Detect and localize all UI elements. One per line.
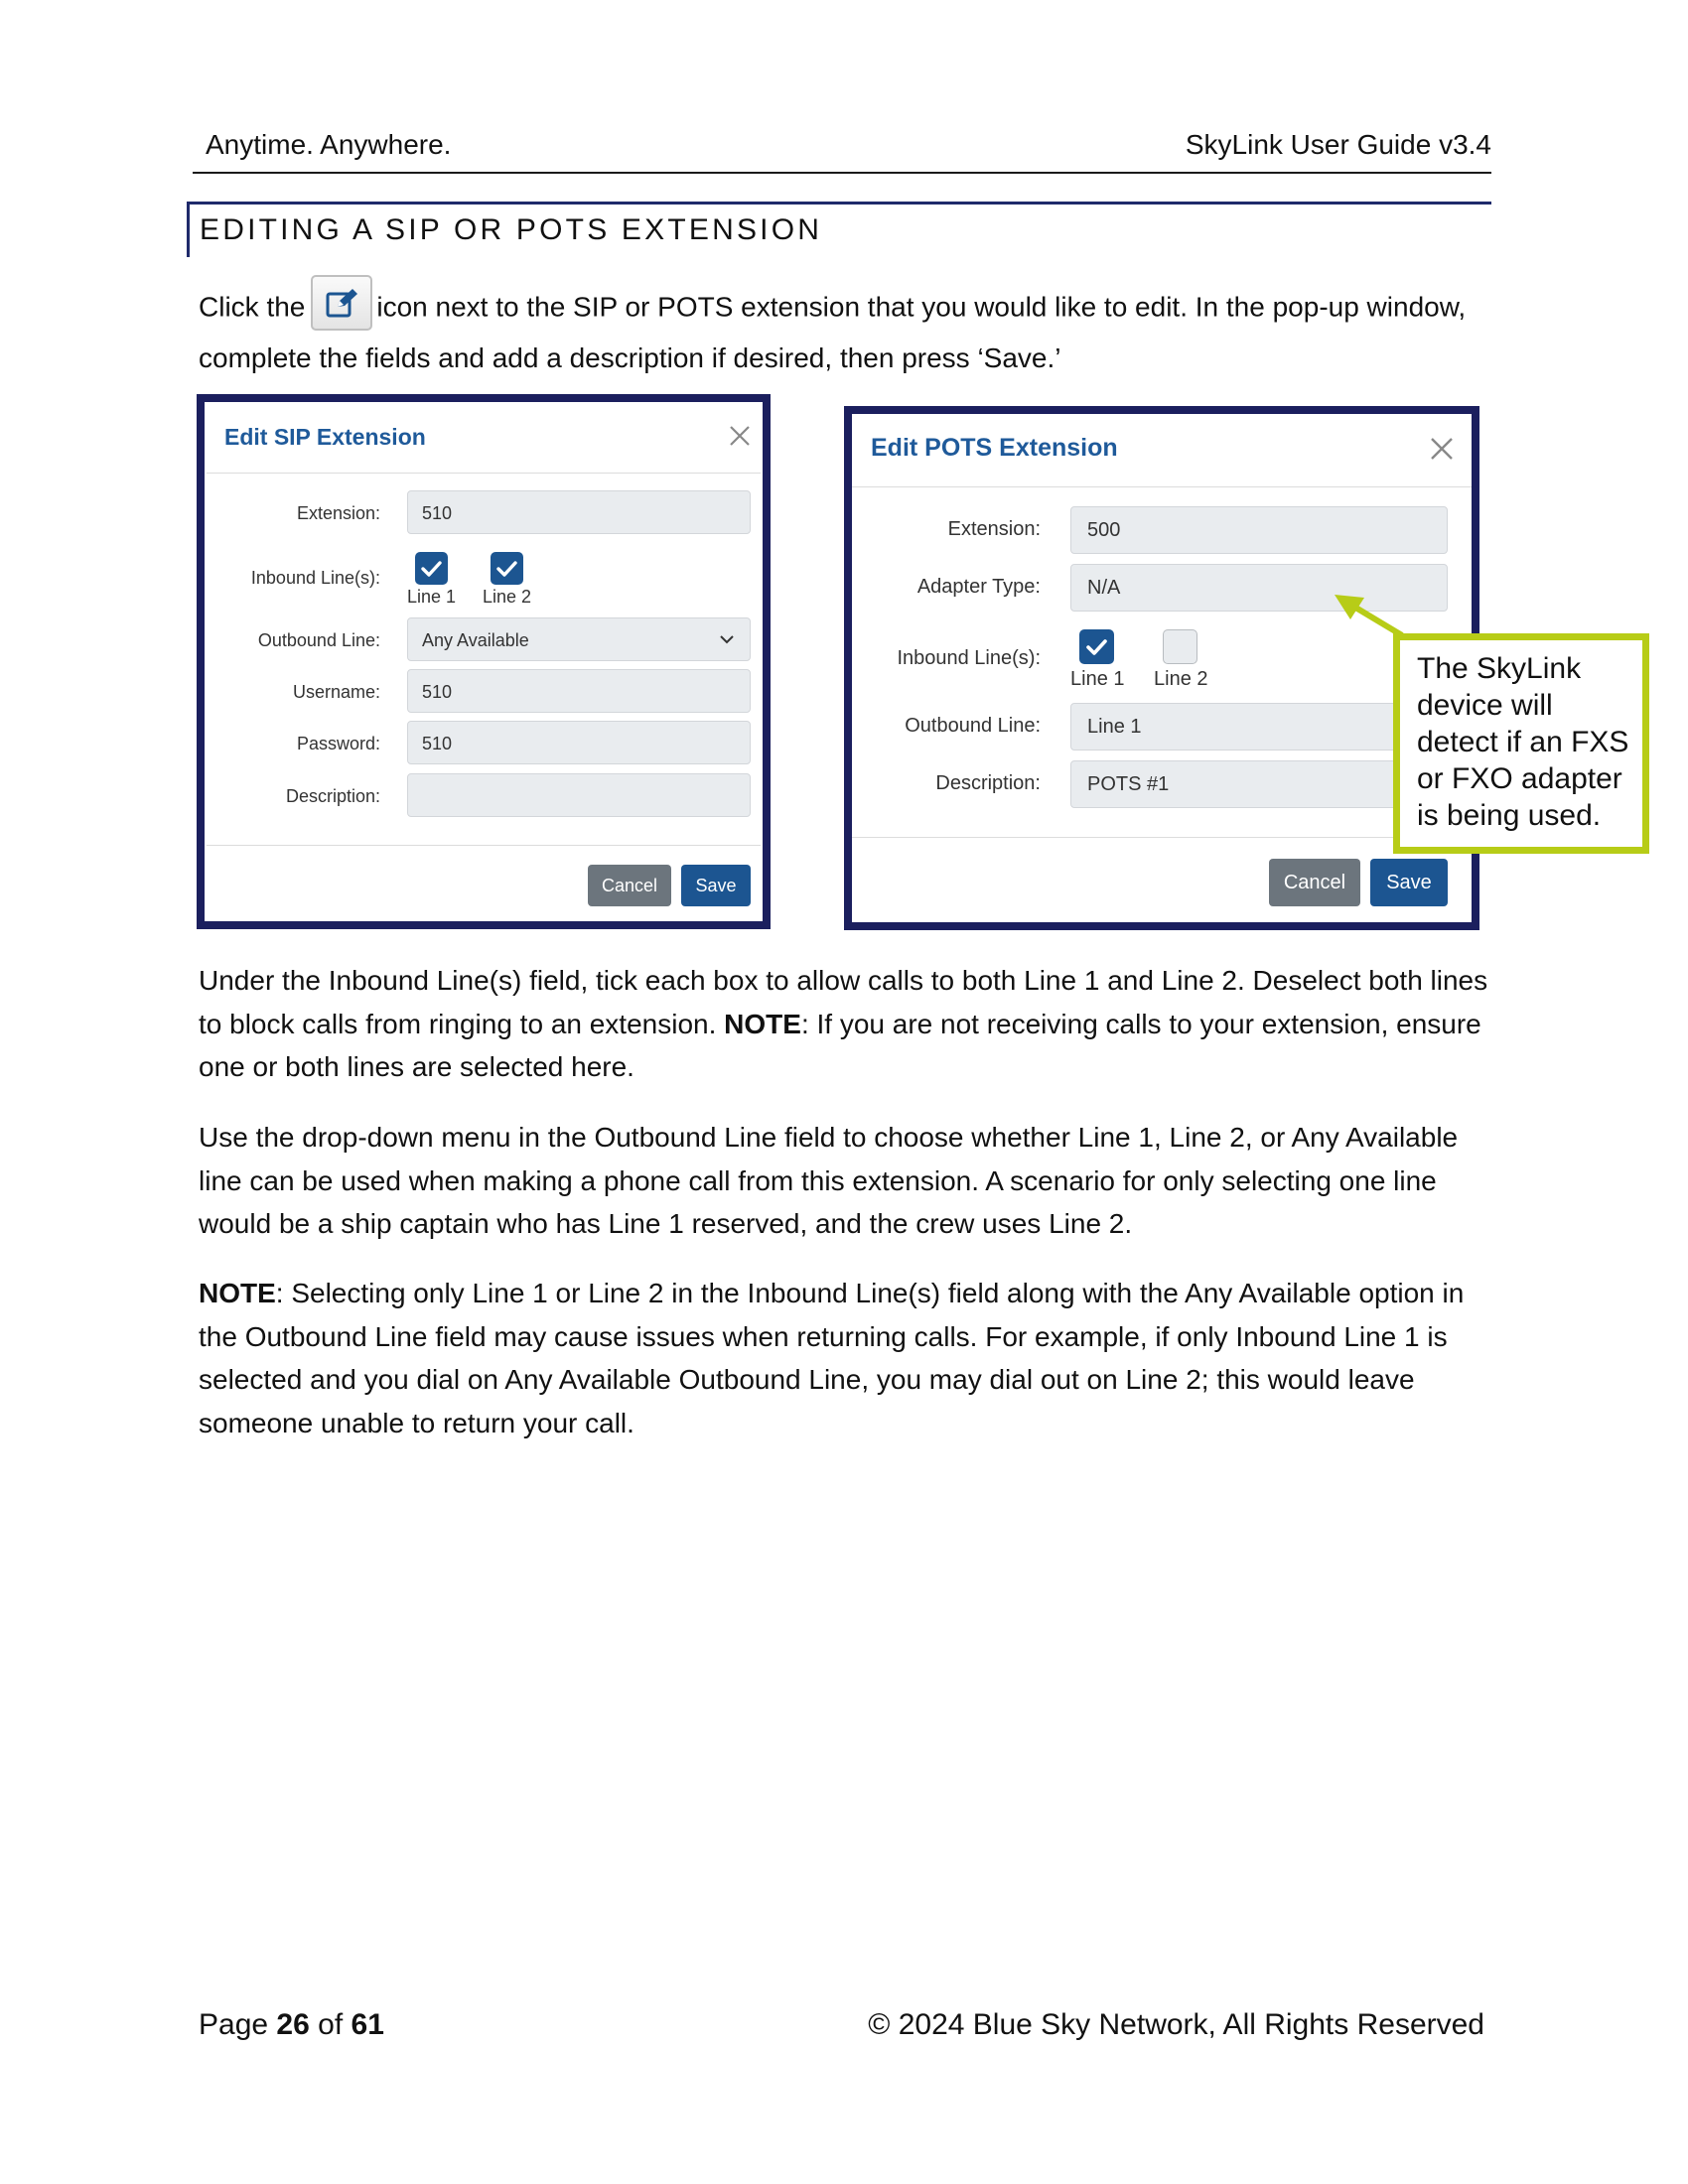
pots-extension-field[interactable]: 500 bbox=[1070, 506, 1448, 554]
note-text: : Selecting only Line 1 or Line 2 in the Inbound Line(s) field along with the Any Available option in the Outbound Line field may cause issues when returning calls. For example, if only Inbound Line 1 is selected and you dial on Any Available Outbound Line, you may dial out on Line 2; this would leave someone unable to return your call. bbox=[199, 1278, 1465, 1438]
sip-outbound-select[interactable] bbox=[407, 617, 751, 661]
pots-line1-label: Line 1 bbox=[1070, 668, 1125, 690]
sip-line2-checkbox[interactable] bbox=[491, 552, 523, 585]
sip-outbound-label: Outbound Line: bbox=[257, 630, 380, 650]
page-number bbox=[199, 2008, 384, 2042]
check-icon bbox=[491, 552, 523, 585]
sip-password-label: Password: bbox=[296, 734, 380, 753]
sip-outbound-value: Any Available bbox=[422, 630, 529, 650]
sip-line2-label: Line 2 bbox=[483, 587, 532, 607]
intro-after-icon: icon next to the SIP or POTS extension that you would like to edit. In the pop-up window, complete the fields and add a description if desired, then press ‘Save.’ bbox=[199, 291, 1467, 373]
inbound-text-1: Under the Inbound Line(s) field, tick each box to allow calls to both Line 1 and Line 2. Deselect both lines to block calls from ringing to an extension. bbox=[199, 965, 1488, 1039]
sip-modal-footer-rule bbox=[207, 845, 761, 846]
pots-line2-checkbox[interactable] bbox=[1163, 629, 1197, 664]
close-icon[interactable] bbox=[1430, 437, 1454, 466]
sip-modal bbox=[197, 394, 771, 929]
pots-modal-footer-rule bbox=[852, 837, 1472, 838]
pots-adapter-field[interactable]: N/A bbox=[1070, 564, 1448, 612]
sip-line1-checkbox[interactable] bbox=[415, 552, 448, 585]
page-current: 26 bbox=[276, 2008, 310, 2041]
pots-adapter-label: Adapter Type: bbox=[916, 576, 1041, 598]
inbound-paragraph bbox=[199, 959, 1499, 1089]
chevron-down-icon bbox=[720, 635, 734, 644]
sip-password-field[interactable]: 510 bbox=[407, 721, 751, 764]
check-icon bbox=[1079, 629, 1114, 664]
pots-line2-label: Line 2 bbox=[1154, 668, 1208, 690]
sip-description-field[interactable] bbox=[407, 773, 751, 817]
pots-description-field[interactable]: POTS #1 bbox=[1070, 760, 1448, 808]
pots-modal-title: Edit POTS Extension bbox=[871, 434, 1118, 462]
callout-text: The SkyLink device will detect if an FXS or FXO adapter is being used. bbox=[1417, 652, 1629, 832]
pots-cancel-button[interactable]: Cancel bbox=[1269, 859, 1360, 906]
inbound-text-2: : If you are not receiving calls to your extension, ensure one or both lines are selected here. bbox=[199, 1008, 1481, 1082]
intro-paragraph bbox=[199, 281, 1499, 380]
page-total: 61 bbox=[351, 2008, 384, 2041]
note-label: NOTE bbox=[199, 1278, 276, 1308]
sip-save-button[interactable]: Save bbox=[681, 865, 751, 906]
sip-inbound-label: Inbound Line(s): bbox=[250, 568, 380, 588]
pots-line1-checkbox[interactable] bbox=[1079, 629, 1114, 664]
copyright: © 2024 Blue Sky Network, All Rights Reserved bbox=[868, 2008, 1484, 2041]
check-icon bbox=[415, 552, 448, 585]
sip-modal-header-rule bbox=[207, 473, 761, 474]
edit-icon bbox=[311, 275, 372, 331]
sip-extension-field[interactable]: 510 bbox=[407, 490, 751, 534]
sip-description-label: Description: bbox=[285, 786, 380, 806]
pots-inbound-label: Inbound Line(s): bbox=[897, 647, 1041, 669]
pots-modal-header-rule bbox=[852, 486, 1472, 487]
sip-modal-title: Edit SIP Extension bbox=[224, 424, 426, 450]
pots-extension-label: Extension: bbox=[947, 518, 1041, 540]
outbound-paragraph: Use the drop-down menu in the Outbound Line field to choose whether Line 1, Line 2, or Any Available line can be used when making a phone call from this extension. A scenario for only selecting one line would be a ship captain who has Line 1 reserved, and the crew uses Line 2. bbox=[199, 1122, 1459, 1239]
sip-cancel-button[interactable]: Cancel bbox=[588, 865, 671, 906]
intro-before-icon: Click the bbox=[199, 291, 306, 323]
note-paragraph bbox=[199, 1272, 1499, 1444]
inbound-note-label: NOTE bbox=[724, 1008, 801, 1039]
close-icon[interactable] bbox=[729, 425, 751, 452]
pots-description-label: Description: bbox=[935, 772, 1041, 794]
header-rule bbox=[193, 172, 1491, 174]
header-guide-title: SkyLink User Guide v3.4 bbox=[1185, 129, 1491, 160]
sip-extension-label: Extension: bbox=[296, 503, 380, 523]
page-word: Page bbox=[199, 2008, 269, 2041]
pots-save-button[interactable]: Save bbox=[1370, 859, 1448, 906]
pots-outbound-field[interactable]: Line 1 bbox=[1070, 703, 1448, 751]
section-title: EDITING A SIP OR POTS EXTENSION bbox=[200, 213, 823, 246]
page-of-word: of bbox=[318, 2008, 344, 2041]
sip-username-label: Username: bbox=[292, 682, 380, 702]
pots-outbound-label: Outbound Line: bbox=[905, 715, 1041, 737]
sip-line1-label: Line 1 bbox=[407, 587, 457, 607]
sip-username-field[interactable]: 510 bbox=[407, 669, 751, 713]
header-tagline: Anytime. Anywhere. bbox=[206, 129, 452, 160]
